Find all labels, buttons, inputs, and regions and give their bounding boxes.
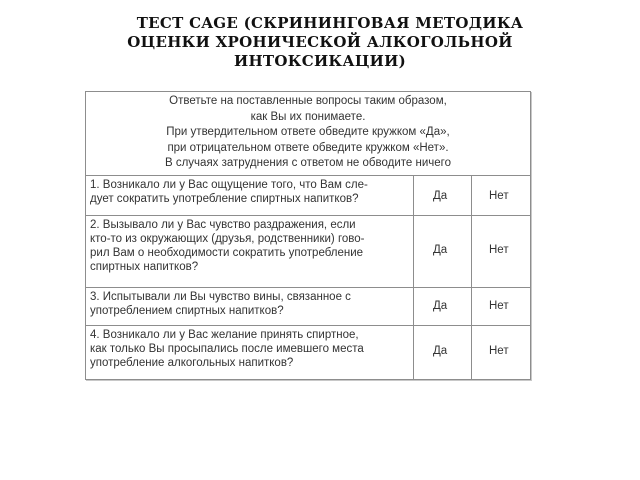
question-row-4 xyxy=(86,326,530,379)
question-line: 4. Возникало ли у Вас желание принять спиртное, xyxy=(90,329,359,341)
answer-yes-4[interactable]: Да xyxy=(433,345,448,357)
question-text-3 xyxy=(90,290,412,318)
cage-questionnaire-table xyxy=(85,91,531,380)
question-text-2 xyxy=(90,218,412,274)
question-line: употребление алкогольных напитков? xyxy=(90,357,294,369)
question-row-1 xyxy=(86,176,530,216)
page-title xyxy=(100,14,540,71)
question-line: рил Вам о необходимости сократить употребление xyxy=(90,247,364,259)
question-line: 3. Испытывали ли Вы чувство вины, связанное с xyxy=(90,291,351,303)
answer-no-1[interactable]: Нет xyxy=(489,190,509,202)
instruction-line: при отрицательном ответе обведите кружком «Нет». xyxy=(167,141,449,154)
question-line: дует сократить употребление спиртных напитков? xyxy=(90,193,359,205)
instruction-line: Ответьте на поставленные вопросы таким образом, xyxy=(169,95,447,107)
title-line-1: ТЕСТ CAGE (СКРИНИНГОВАЯ МЕТОДИКА xyxy=(136,14,524,32)
title-line-2: ОЦЕНКИ ХРОНИЧЕСКОЙ АЛКОГОЛЬНОЙ xyxy=(127,33,513,51)
instruction-line: как Вы их понимаете. xyxy=(250,110,366,123)
answer-yes-1[interactable]: Да xyxy=(433,190,448,202)
answer-no-2[interactable]: Нет xyxy=(489,244,509,256)
answer-yes-3[interactable]: Да xyxy=(433,300,448,312)
question-line: 1. Возникало ли у Вас ощущение того, что Вам сле- xyxy=(90,179,368,191)
question-line: кто-то из окружающих (друзья, родственники) гово- xyxy=(90,233,365,245)
question-text-4 xyxy=(90,328,412,370)
question-line: 2. Вызывало ли у Вас чувство раздражения, если xyxy=(90,219,356,231)
instruction-line: В случаях затруднения с ответом не обводите ничего xyxy=(164,157,451,169)
answer-no-4[interactable]: Нет xyxy=(489,345,509,357)
instructions-box xyxy=(86,92,530,176)
instruction-line: При утвердительном ответе обведите кружком «Да», xyxy=(166,126,450,138)
question-line: употреблением спиртных напитков? xyxy=(90,305,284,317)
column-divider xyxy=(413,176,414,379)
question-line: спиртных напитков? xyxy=(90,261,199,273)
question-line: как только Вы просыпались после имевшего места xyxy=(90,343,364,355)
question-text-1 xyxy=(90,178,412,206)
answer-yes-2[interactable]: Да xyxy=(433,244,448,256)
question-row-2 xyxy=(86,216,530,288)
answer-no-3[interactable]: Нет xyxy=(489,300,509,312)
title-line-3: ИНТОКСИКАЦИИ) xyxy=(233,52,407,70)
question-row-3 xyxy=(86,288,530,326)
column-divider xyxy=(471,176,472,379)
